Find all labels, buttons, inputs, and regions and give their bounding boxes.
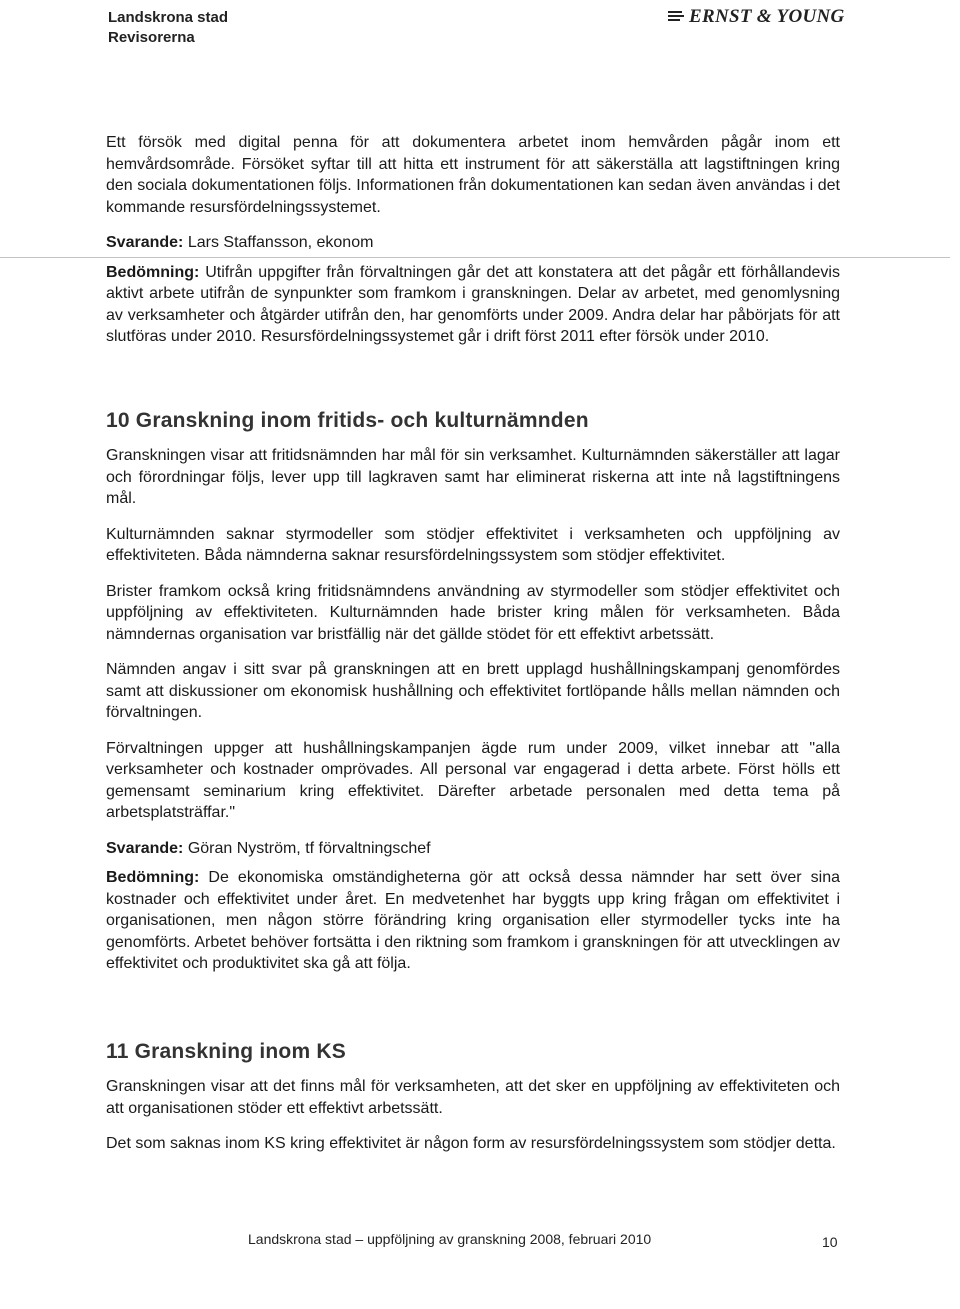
svarande-text: Lars Staffansson, ekonom xyxy=(187,234,374,251)
svarande-line xyxy=(106,838,840,860)
bedomning-paragraph xyxy=(106,867,840,975)
logo-bars-icon xyxy=(668,10,684,24)
page-footer: Landskrona stad – uppföljning av granskning 2008, februari 2010 xyxy=(248,1231,652,1247)
bedomning-text: De ekonomiska omständigheterna gör att också dessa nämnder har sett över sina kostnader och effektivitet under året. En medvetenhet har byggts upp kring frågan om effektivitet i organisationen, men någon större förändring kring organisation eller styrmodeller tycks inte ha genomförts. Arbetet behöver fortsätta i den riktning som framkom i granskningen för att utvecklingen av effektivitet och produktivitet ska gå att följa. xyxy=(106,869,840,972)
svarande-text: Göran Nyström, tf förvaltningschef xyxy=(187,839,431,857)
document-header xyxy=(108,8,228,48)
section-heading-10: 10 Granskning inom fritids- och kulturnämnden xyxy=(106,408,589,432)
bedomning-label: Bedömning: xyxy=(106,263,200,281)
paragraph: Ett försök med digital penna för att dokumentera arbetet inom hemvården pågår inom ett hemvårdsområde. Försöket syftar till att hitta ett instrument för att säkerställa att lagstiftningen kring den sociala dokumentationen följs. Informationen från dokumentationen kan sedan även användas i det kommande resursfördelningssystemet. xyxy=(106,134,840,216)
paragraph: Förvaltningen uppger att hushållningskampanjen ägde rum under 2009, vilket innebar att "alla verksamheter och kostnader omprövades. All personal var engagerad i detta arbete. Först hölls ett gemensamt seminarium kring effektivitet. Därefter arbetade personalen med detta tema på arbetsplatsträffar." xyxy=(106,739,840,821)
bedomning-label: Bedömning: xyxy=(106,869,200,886)
paragraph: Kulturnämnden saknar styrmodeller som stödjer effektivitet i verksamheten och uppföljning av effektiviteten. Båda nämnderna saknar resursfördelningssystem som stödjer effektivitet. xyxy=(106,525,840,564)
logo-text: ERNST & YOUNG xyxy=(689,6,845,27)
paragraph: Granskningen visar att det finns mål för verksamheten, att det sker en uppföljning av effektiviteten och att organisationen stöder ett effektivt arbetssätt. xyxy=(106,1078,840,1117)
paragraph: Granskningen visar att fritidsnämnden har mål för sin verksamhet. Kulturnämnden säkerställer att lagar och förordningar följs, lever upp till lagkraven samt har eliminerat riskerna att inte nå lagstiftningens mål. xyxy=(106,447,840,507)
page-number: 10 xyxy=(822,1234,838,1250)
bedomning-paragraph xyxy=(106,262,840,348)
svarande-label: Svarande: xyxy=(106,839,184,857)
section-heading-11: 11 Granskning inom KS xyxy=(106,1039,346,1063)
svarande-label: Svarande: xyxy=(106,234,184,251)
ernst-young-logo xyxy=(668,6,845,28)
header-dept: Revisorerna xyxy=(108,29,195,46)
paragraph: Brister framkom också kring fritidsnämndens användning av styrmodeller som stödjer effektivitet och uppföljning av effektiviteten. Kulturnämnden hade brister kring målen för verksamheten. Båda nämndernas organisation var bristfällig när det gällde stödet för ett effektivt arbetssätt. xyxy=(106,582,840,643)
bedomning-text: Utifrån uppgifter från förvaltningen går det att konstatera att det pågår ett förhållandevis aktivt arbete utifrån de synpunkter som framkom i granskningen. Delar av arbetet, med genomlysning av verksamheter och åtgärder utifrån den, har genomförts under 2009. Andra delar har påbörjats för att slutföras under 2010. Resursfördelningssystemet går i drift först 2011 efter försök under 2010. xyxy=(106,263,840,345)
document-body xyxy=(106,132,840,1169)
paragraph: Nämnden angav i sitt svar på granskningen att en brett upplagd hushållningskampanj genomfördes samt att diskussioner om ekonomisk hushållning och effektivitet fortlöpande hålls mellan nämnden och förvaltningen. xyxy=(106,661,840,721)
svarande-line xyxy=(106,232,840,254)
paragraph: Det som saknas inom KS kring effektivitet är någon form av resursfördelningssystem som stödjer detta. xyxy=(106,1135,836,1152)
header-org: Landskrona stad xyxy=(108,9,229,26)
